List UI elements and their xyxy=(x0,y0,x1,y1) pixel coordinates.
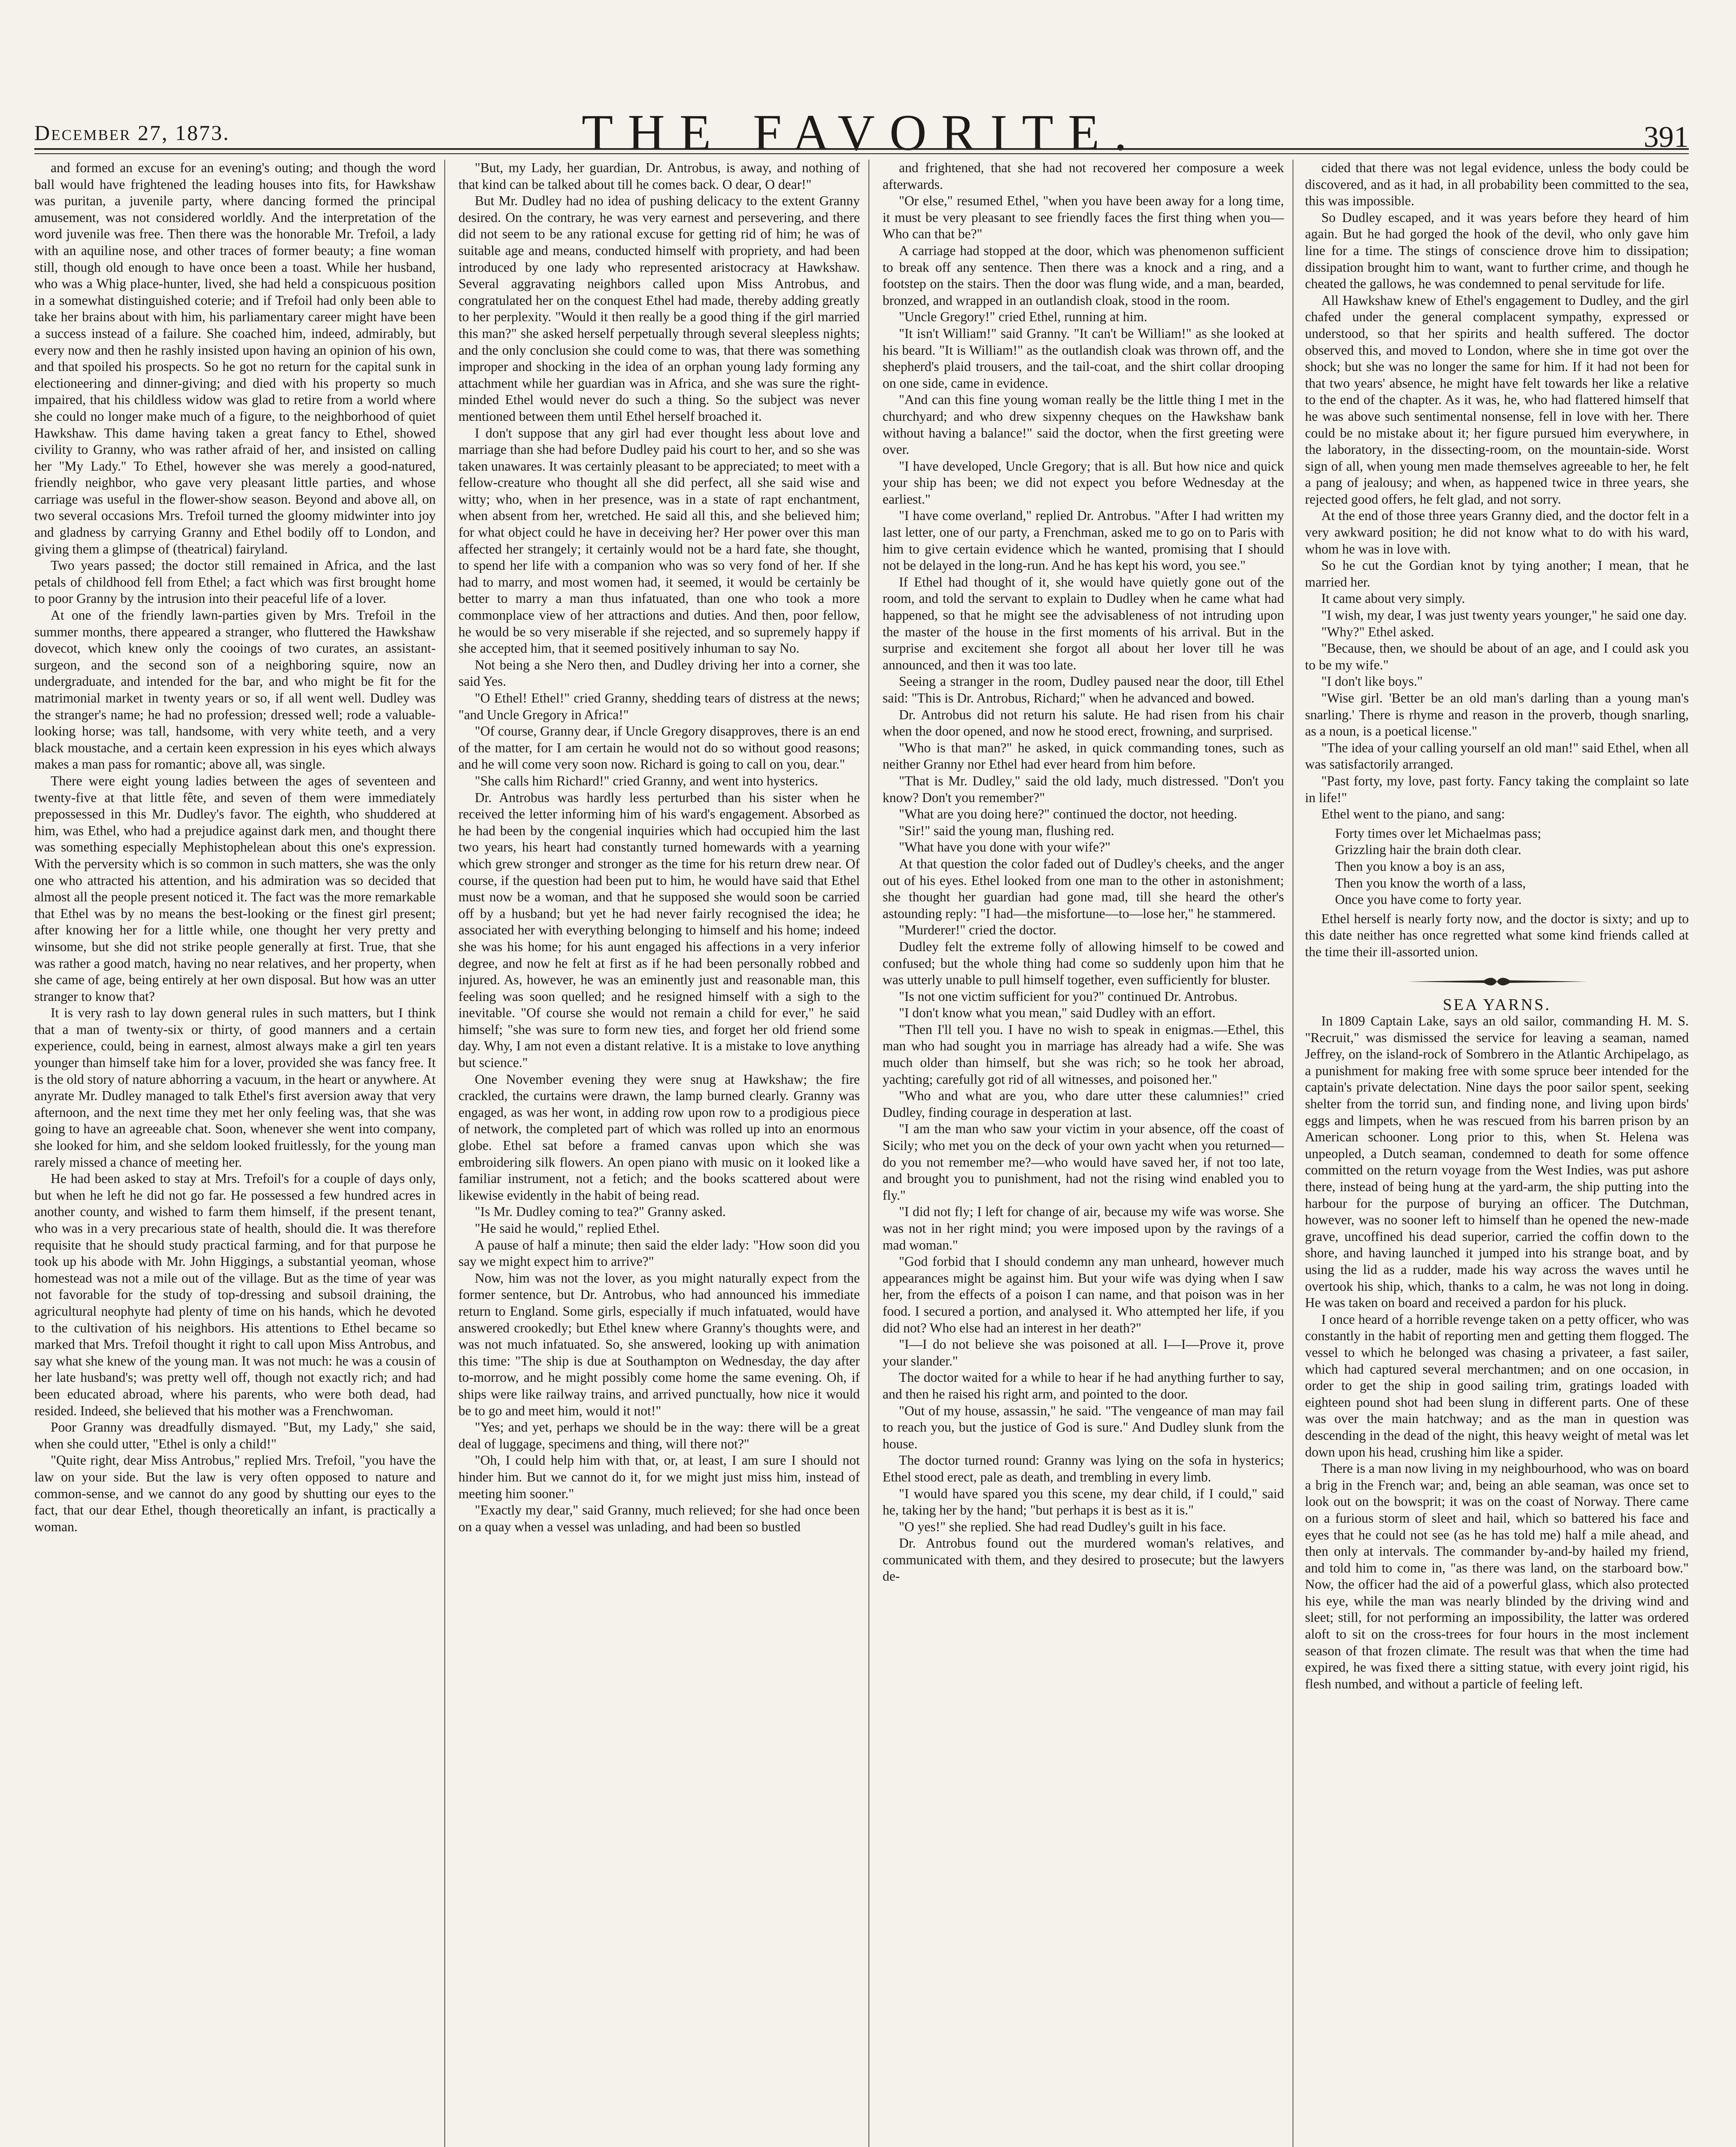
paragraph: Not being a she Nero then, and Dudley driving her into a corner, she said Yes. xyxy=(458,657,860,689)
paragraph: "I don't like boys." xyxy=(1321,674,1423,689)
page-number: 391 xyxy=(1644,121,1689,154)
paragraph: So Dudley escaped, and it was years before they heard of him again. But he had gorged the hook of the devil, who only gave him line for a time. The stings of conscience drove him to dissipation; dissipation brought him to want, want to further crime, and though he cheated the gallows, he was condemned to penal servitude for life. xyxy=(1305,210,1689,292)
paragraph: Now, him was not the lover, as you might naturally expect from the former sentence, but Dr. Antrobus, who had announced his immediate return to England. Some girls, especially if much infatuated, would have answered crookedly; but Ethel knew where Granny's thoughts were, and was not much infatuated. So, she answered, looking up with animation this time: "The ship is due at Southampton on Wednesday, the day after to-morrow, and he might possibly come home the same evening. Oh, if ships were like railway trains, and arrived punctually, how nice it would be to go and meet him, would it not!" xyxy=(458,1270,860,1418)
verse-line: Once you have come to forty year. xyxy=(1335,892,1522,907)
header-rule-thin xyxy=(34,153,1689,154)
paragraph: "He said he would," replied Ethel. xyxy=(475,1221,660,1236)
song-verse xyxy=(1335,825,1689,908)
paragraph: "Then I'll tell you. I have no wish to speak in enigmas.—Ethel, this man who had sought you in marriage has already had a wife. She was much older than himself, but she was rich; so he took her abroad, yachting; carefully got rid of all witnesses, and poisoned her." xyxy=(883,1022,1284,1087)
paragraph: The doctor waited for a while to hear if he had anything further to say, and then he raised his right arm, and pointed to the door. xyxy=(883,1370,1284,1402)
paragraph: A pause of half a minute; then said the elder lady: "How soon did you say we might expect him to arrive?" xyxy=(458,1237,860,1269)
paragraph: "God forbid that I should condemn any man unheard, however much appearances might be against him. But your wife was dying when I saw her, from the effects of a poison I can name, and that poison was in her food. I secured a portion, and analysed it. Who attempted her life, if you did not? Who else had an interest in her death?" xyxy=(883,1254,1284,1335)
paragraph: Two years passed; the doctor still remained in Africa, and the last petals of childhood fell from Ethel; a fact which was first brought home to poor Granny by the intrusion into their peaceful life of a lover. xyxy=(34,558,436,606)
paragraph: It is very rash to lay down general rules in such matters, but I think that a man of twenty-six or thirty, of good manners and a certain experience, could, being in earnest, almost always make a girl ten years younger than himself take him for a lover, provided she was fancy free. It is the old story of nature abhorring a vacuum, in the heart or anywhere. At anyrate Mr. Dudley managed to talk Ethel's first aversion away that very afternoon, and the next time they met her only feeling was, that she was going to have an agreeable chat. Soon, whenever she went into company, she looked for him, and she seldom looked fruitlessly, for the young man rarely missed a chance of meeting her. xyxy=(34,1005,436,1170)
paragraph: There is a man now living in my neighbourhood, who was on board a brig in the French war; and, being an able seaman, was once set to look out on the bowsprit; it was on the coast of Norway. There came on a furious storm of sleet and hail, which so battered his face and eyes that he could not see (as he has told me) half a mile ahead, and then only at intervals. The commander by-and-by hailed my friend, and told him to come in, "as there was land, on the starboard bow." Now, the officer had the aid of a powerful glass, which also protected his eye, while the man was nearly blinded by the driving wind and sleet; still, for not performing an impossibility, the latter was ordered aloft to sit on the cross-trees for four hours in the most inclement season of that frozen climate. The result was that when the time had expired, he was fixed there a sitting statue, with every joint rigid, his flesh numbed, and without a particle of feeling left. xyxy=(1305,1461,1689,1691)
paragraph: In 1809 Captain Lake, says an old sailor, commanding H. M. S. "Recruit," was dismissed the service for leaving a seaman, named Jeffrey, on the island-rock of Sombrero in the Atlantic Archipelago, as a punishment for making free with some spruce beer intended for the captain's private delectation. Nine days the poor sailor spent, seeking shelter from the torrid sun, and finding none, and living upon birds' eggs and limpets, when he was rescued from his barren prison by an American schooner. Long prior to this, when St. Helena was unpeopled, a Dutch seaman, condemned to death for some offence committed on the return voyage from the West Indies, was put ashore there, instead of being hung at the yard-arm, the ship putting into the harbour for the purpose of burying an officer. The Dutchman, however, was no sooner left to himself than he opened the new-made grave, uncoffined his dead superior, carried the coffin down to the shore, and having launched it jumped into his strange boat, and by using the lid as a rudder, made his way across the waves until he overtook his ship, which, thanks to a calm, he was not long in doing. He was taken on board and received a pardon for his pluck. xyxy=(1305,1013,1689,1311)
paragraph: "Why?" Ethel asked. xyxy=(1321,624,1434,639)
paragraph: "What are you doing here?" continued the doctor, not heeding. xyxy=(899,806,1238,822)
paragraph: "Is Mr. Dudley coming to tea?" Granny asked. xyxy=(475,1204,726,1219)
paragraph: "I am the man who saw your victim in your absence, off the coast of Sicily; who met you on the deck of your own yacht when you returned—do you not remember me?—who would have saved her, if not too late, and brought you to punishment, had not the rising wind enabled you to fly." xyxy=(883,1121,1284,1203)
paragraph: "I did not fly; I left for change of air, because my wife was worse. She was not in her right mind; you were imposed upon by the ravings of a mad woman." xyxy=(883,1204,1284,1253)
paragraph: Poor Granny was dreadfully dismayed. "But, my Lady," she said, when she could utter, "Ethel is only a child!" xyxy=(34,1420,436,1451)
paragraph: It came about very simply. xyxy=(1321,591,1465,606)
paragraph: "Sir!" said the young man, flushing red. xyxy=(899,823,1114,838)
issue-date: December 27, 1873. xyxy=(34,121,230,145)
paragraph: So he cut the Gordian knot by tying another; I mean, that he married her. xyxy=(1305,558,1689,590)
paragraph: There were eight young ladies between the ages of seventeen and twenty-five at that little fête, and seven of them were immediately prepossessed in this Mr. Dudley's favor. The eighth, who shuddered at him, was Ethel, who had a prejudice against dark men, and thought there was something especially Mephistophelean about this one's expression. With the perversity which is so common in such matters, she was the only one who attracted his attention, and his admiration was so decided that almost all the people present noticed it. The fact was the more remarkable that Ethel was by no means the best-looking or the finest girl present; after knowing her for a little while, one thought her very pretty and winsome, but she did not strike people generally at first. True, that she was rather a good match, having no near relatives, and her property, when she came of age, being entirely at her own disposal. But how was an utter stranger to know that? xyxy=(34,773,436,1004)
paragraph: "I—I do not believe she was poisoned at all. I—I—Prove it, prove your slander." xyxy=(883,1337,1284,1368)
paragraph: and frightened, that she had not recovered her composure a week afterwards. xyxy=(883,160,1284,192)
paragraph: "I don't know what you mean," said Dudley with an effort. xyxy=(899,1005,1216,1021)
masthead xyxy=(34,86,1689,161)
paragraph: If Ethel had thought of it, she would have quietly gone out of the room, and told the servant to explain to Dudley when he came what had happened, so that he might see the advisableness of not intruding upon the master of the house in the first moments of his arrival. But in the surprise and excitement she forgot all about her lover till he was announced, and then it was too late. xyxy=(883,574,1284,672)
paragraph: A carriage had stopped at the door, which was phenomenon sufficient to break off any sentence. Then there was a knock and a ring, and a footstep on the stairs. Then the door was flung wide, and a man, bearded, bronzed, and wrapped in an outlandish cloak, stood in the room. xyxy=(883,243,1284,308)
paragraph: "She calls him Richard!" cried Granny, and went into hysterics. xyxy=(475,773,818,788)
paragraph: "Exactly my dear," said Granny, much relieved; for she had once been on a quay when a vessel was unlading, and had been so bustled xyxy=(458,1502,860,1534)
ornament-icon xyxy=(1407,973,1587,990)
paragraph: "Is not one victim sufficient for you?" continued Dr. Antrobus. xyxy=(899,988,1238,1004)
paragraph: "O Ethel! Ethel!" cried Granny, shedding tears of distress at the news; "and Uncle Gregory in Africa!" xyxy=(458,690,860,722)
paragraph: At one of the friendly lawn-parties given by Mrs. Trefoil in the summer months, there appeared a stranger, who fluttered the Hawkshaw dovecot, which knew only the cooings of two curates, an assistant-surgeon, and the second son of a neighboring squire, now an undergraduate, and intended for the bar, and who might be fit for the matrimonial market in twenty years or so, if all went well. Dudley was the stranger's name; he had no profession; dressed well; rode a valuable-looking horse; was tall, handsome, with very white teeth, and a very black moustache, and a certain keen expression in his eyes which always makes a man pass for romantic; above all, was single. xyxy=(34,608,436,772)
paragraph: "Out of my house, assassin," he said. "The vengeance of man may fail to reach you, but the justice of God is sure." And Dudley slunk from the house. xyxy=(883,1403,1284,1451)
paragraph: I once heard of a horrible revenge taken on a petty officer, who was constantly in the habit of reporting men and getting them flogged. The vessel to which he belonged was chasing a privateer, a fast sailer, which had captured several merchantmen; and on one occasion, in order to get the ship in good sailing trim, gratings loaded with eighteen pound shot had been slung in different parts. One of these was over the main hatchway; and as the man in question was descending in the dead of the night, this heavy weight of metal was let down upon his head, crushing him like a spider. xyxy=(1305,1311,1689,1460)
paragraph: Dr. Antrobus did not return his salute. He had risen from his chair when the door opened, and now he stood erect, frowning, and surprised. xyxy=(883,707,1284,739)
paragraph: "What have you done with your wife?" xyxy=(899,839,1111,855)
section-heading: SEA YARNS. xyxy=(1443,995,1551,1014)
paragraph: Ethel herself is nearly forty now, and the doctor is sixty; and up to this date neither has once regretted what some kind friends called at the time their ill-assorted union. xyxy=(1305,911,1689,959)
column-divider xyxy=(868,160,869,2147)
paragraph: At that question the color faded out of Dudley's cheeks, and the anger out of his eyes. Ethel looked from one man to the other in astonishment; she thought her guardian had gone mad, till she heard the other's astounding reply: "I had—the misfortune—to—lose her," he stammered. xyxy=(883,856,1284,921)
column-divider xyxy=(444,160,445,2147)
paragraph: "Of course, Granny dear, if Uncle Gregory disapproves, there is an end of the matter, for I am certain he would not do so without good reasons; and he will come very soon now. Richard is going to call on you, dear." xyxy=(458,724,860,772)
paragraph: "Yes; and yet, perhaps we should be in the way: there will be a great deal of luggage, specimens and thing, will there not?" xyxy=(458,1420,860,1451)
verse-line: Forty times over let Michaelmas pass; xyxy=(1335,825,1542,841)
paragraph: Ethel went to the piano, and sang: xyxy=(1321,806,1505,822)
paragraph: "Murderer!" cried the doctor. xyxy=(899,922,1056,938)
paragraph: "Because, then, we should be about of an age, and I could ask you to be my wife." xyxy=(1305,641,1689,672)
paragraph: At the end of those three years Granny died, and the doctor felt in a very awkward position; he did not know what to do with his ward, whom he was in love with. xyxy=(1305,508,1689,557)
paragraph: "Wise girl. 'Better be an old man's darling than a young man's snarling.' There is rhyme and reason in the proverb, though snarling, as a noun, is a poetical license." xyxy=(1305,690,1689,739)
paragraph: The doctor turned round: Granny was lying on the sofa in hysterics; Ethel stood erect, pale as death, and trembling in every limb. xyxy=(883,1453,1284,1484)
paragraph: "The idea of your calling yourself an old man!" said Ethel, when all was satisfactorily arranged. xyxy=(1305,740,1689,772)
paragraph: Dr. Antrobus was hardly less perturbed than his sister when he received the letter informing him of his ward's engagement. Absorbed as he had been by the congenial inquiries which had occupied him the last two years, his heart had constantly turned homewards with a yearning which grew stronger and stronger as the time for his return drew near. Of course, if the question had been put to him, he would have said that Ethel must now be a woman, and that he supposed she would soon be carried off by a husband; but yet he had never fairly recognised the idea; he associated her with everything belonging to himself and his home; indeed she was his home; for his aunt engaged his affections in a very inferior degree, and now he felt at first as if he had been personally robbed and injured. As, however, he was an eminently just and reasonable man, this feeling was soon quelled; and he resigned himself with a sigh to the inevitable. "Of course she would not remain a child for ever," he said himself; "she was sure to form new ties, and forget her old friend some day. Why, I am not even a distant relative. It is a mistake to love anything but science." xyxy=(458,790,860,1070)
paragraph: I don't suppose that any girl had ever thought less about love and marriage than she had before Dudley paid his court to her, and so she was taken unawares. It was certainly pleasant to be appreciated; to meet with a fellow-creature who thought all she did perfect, all she said wise and witty; who, when in her presence, was in a state of rapt enchantment, when absent from her, wretched. He said all this, and she believed him; for what object could he have in deceiving her? Her power over this man affected her strangely; it certainly would not be a hard fate, she thought, to spend her life with a companion who was so very fond of her. If she had to marry, and most women had, it seemed, it would be certainly be better to marry a man thus infatuated, than one who took a more commonplace view of her attractions and duties. And then, poor fellow, he would be so very miserable if she rejected, and so supremely happy if she accepted him, that it seemed positively inhuman to say No. xyxy=(458,425,860,656)
header-rule-thick xyxy=(34,148,1689,150)
column-1 xyxy=(34,160,436,2147)
paragraph: Dr. Antrobus found out the murdered woman's relatives, and communicated with them, and they desired to prosecute; but the lawyers de- xyxy=(883,1536,1284,1584)
paragraph: Seeing a stranger in the room, Dudley paused near the door, till Ethel said: "This is Dr. Antrobus, Richard;" when he advanced and bowed. xyxy=(883,674,1284,706)
paragraph: "Who and what are you, who dare utter these calumnies!" cried Dudley, finding courage in desperation at last. xyxy=(883,1088,1284,1120)
paragraph: "Past forty, my love, past forty. Fancy taking the complaint so late in life!" xyxy=(1305,773,1689,805)
column-3 xyxy=(883,160,1284,2147)
paragraph: "Who is that man?" he asked, in quick commanding tones, such as neither Granny nor Ethel had ever heard from him before. xyxy=(883,740,1284,772)
paragraph: "O yes!" she replied. She had read Dudley's guilt in his face. xyxy=(899,1519,1226,1534)
paragraph: "Quite right, dear Miss Antrobus," replied Mrs. Trefoil, "you have the law on your side. But the law is very often opposed to nature and common-sense, and we cannot do any good by shutting our eyes to the fact, that our dear Ethel, though theoretically an infant, is practically a woman. xyxy=(34,1453,436,1534)
column-2 xyxy=(458,160,860,2147)
verse-line: Then you know the worth of a lass, xyxy=(1335,875,1526,891)
paragraph: "That is Mr. Dudley," said the old lady, much distressed. "Don't you know? Don't you remember?" xyxy=(883,773,1284,805)
column-4 xyxy=(1305,160,1689,2147)
paragraph: "It isn't William!" said Granny. "It can't be William!" as she looked at his beard. "It is William!" as the outlandish cloak was thrown off, and the shepherd's plaid trousers, and the tail-coat, and the shirt collar drooping on one side, came in evidence. xyxy=(883,325,1284,391)
paragraph: cided that there was not legal evidence, unless the body could be discovered, and as it had, in all probability been committed to the sea, this was impossible. xyxy=(1305,160,1689,209)
paragraph: All Hawkshaw knew of Ethel's engagement to Dudley, and the girl chafed under the general complacent sympathy, expressed or understood, so that her spirits and health suffered. The doctor observed this, and moved to London, where she in time got over the shock; but she was no longer the same for him. If it had not been for that two years' absence, he might have felt towards her like a relative to the end of the chapter. As it was, he, who had flattered himself that he was above such sentimental nonsense, fell in love with her. There could be no mistake about it; her figure pursued him everywhere, in the laboratory, in the dissecting-room, on the mountain-side. Worst sign of all, when young men made themselves agreeable to her, he felt a pang of jealousy; and when, as happened twice in three years, she rejected good offers, he felt glad, and not sorry. xyxy=(1305,292,1689,507)
paragraph: "Oh, I could help him with that, or, at least, I am sure I should not hinder him. But we cannot do it, for we might just miss him, instead of meeting him sooner." xyxy=(458,1453,860,1501)
verse-line: Grizzling hair the brain doth clear. xyxy=(1335,842,1521,858)
paragraph: He had been asked to stay at Mrs. Trefoil's for a couple of days only, but when he left he did not go far. He possessed a few hundred acres in another county, and wished to farm them himself, if the present tenant, who was in a very precarious state of health, should die. It was therefore requisite that he should study practical farming, and for that purpose he took up his abode with Mr. John Higgings, a substantial yeoman, whose homestead was not a mile out of the village. But as the time of year was not favorable for the study of top-dressing and subsoil draining, the agricultural neophyte had plenty of time on his hands, which he devoted to the cultivation of his neighbors. His attentions to Ethel became so marked that Mrs. Trefoil thought it right to call upon Miss Antrobus, and say what she knew of the young man. It was not much: he was a cousin of her late husband's; was pretty well off, though not exactly rich; and had been educated abroad, where his parents, who were both dead, had resided. Indeed, she believed that his mother was a Frenchwoman. xyxy=(34,1171,436,1418)
paragraph: "And can this fine young woman really be the little thing I met in the churchyard; and who drew sixpenny cheques on the Hawkshaw bank without having a balance!" said the doctor, when the first greeting were over. xyxy=(883,392,1284,457)
paragraph: "I wish, my dear, I was just twenty years younger," he said one day. xyxy=(1321,608,1687,623)
paragraph: One November evening they were snug at Hawkshaw; the fire crackled, the curtains were drawn, the lamp burned clearly. Granny was engaged, as was her wont, in adding row upon row to a prodigious piece of network, the completed part of which was rolled up into an enormous globe. Ethel sat before a framed canvas upon which she was embroidering silk flowers. An open piano with music on it looked like a familiar instrument, not a fetich; and the books scattered about were likewise evidently in the habit of being read. xyxy=(458,1071,860,1203)
paragraph: "I have come overland," replied Dr. Antrobus. "After I had written my last letter, one of our party, a Frenchman, asked me to go on to Paris with him to give certain evidence which he wanted, promising that I should not be delayed in the long-run. And he has kept his word, you see." xyxy=(883,508,1284,573)
paragraph: "But, my Lady, her guardian, Dr. Antrobus, is away, and nothing of that kind can be talked about till he comes back. O dear, O dear!" xyxy=(458,160,860,192)
verse-line: Then you know a boy is an ass, xyxy=(1335,858,1505,874)
paragraph: "Uncle Gregory!" cried Ethel, running at him. xyxy=(899,309,1147,325)
ornamental-rule xyxy=(1305,971,1689,992)
paragraph: Dudley felt the extreme folly of allowing himself to be cowed and confused; but the whole thing had come so suddenly upon him that he was utterly unable to pull himself together, even sufficiently for bluster. xyxy=(883,939,1284,988)
paragraph: and formed an excuse for an evening's outing; and though the word ball would have frightened the leading houses into fits, for Hawkshaw was puritan, a juvenile party, where dancing formed the principal amusement, was not considered worldly. And the interpretation of the word juvenile was free. Then there was the honorable Mr. Trefoil, a lady with an aquiline nose, and other traces of former beauty; a fine woman still, though old enough to have once been a toast. While her husband, who was a Whig place-hunter, lived, she had held a conspicuous position in a somewhat distinguished coterie; and if Trefoil had only been able to take her brains about with him, his parliamentary career might have been a success instead of a failure. She coached him, indeed, admirably, but every now and then he rashly insisted upon having an opinion of his own, and that spoiled his prospects. So he got no return for the capital sunk in electioneering and dinner-giving; and died with his property so much impaired, that his childless widow was glad to retire from a world where she could no longer make much of a figure, to the neighborhood of quiet Hawkshaw. This dame having taken a great fancy to Ethel, showed civility to Granny, who was rather afraid of her, and insisted on calling her "My Lady." To Ethel, however she was merely a good-natured, friendly neighbor, who gave very pleasant little parties, and whose carriage was useful in the flower-show season. Beyond and above all, on two several occasions Mrs. Trefoil turned the gloomy midwinter into joy and gladness by carrying Granny and Ethel bodily off to London, and giving them a glimpse of (theatrical) fairyland. xyxy=(34,160,436,557)
paragraph: "I would have spared you this scene, my dear child, if I could," said he, taking her by the hand; "but perhaps it is best as it is." xyxy=(883,1486,1284,1518)
paragraph: But Mr. Dudley had no idea of pushing delicacy to the extent Granny desired. On the contrary, he was very earnest and persevering, and there did not seem to be any rational excuse for getting rid of him; he was of suitable age and means, conducted himself with propriety, and had been introduced by one lady who represented aristocracy at Hawkshaw. Several aggravating neighbors called upon Miss Antrobus, and congratulated her on the conquest Ethel had made, thereby adding greatly to her perplexity. "Would it then really be a good thing if the girl married this man?" she asked herself perpetually through several sleepless nights; and the only conclusion she could come to was, that there was something improper and shocking in the idea of an orphan young lady forming any attachment while her guardian was in Africa, and she was sure the right-minded Ethel would never do such a thing. So the subject was never mentioned between them until Ethel herself broached it. xyxy=(458,193,860,424)
paragraph: "I have developed, Uncle Gregory; that is all. But how nice and quick your ship has been; we did not expect you before Wednesday at the earliest." xyxy=(883,458,1284,507)
publication-title: THE FAVORITE. xyxy=(581,104,1142,161)
paragraph: "Or else," resumed Ethel, "when you have been away for a long time, it must be very pleasant to see friendly faces the first thing when you— Who can that be?" xyxy=(883,193,1284,242)
